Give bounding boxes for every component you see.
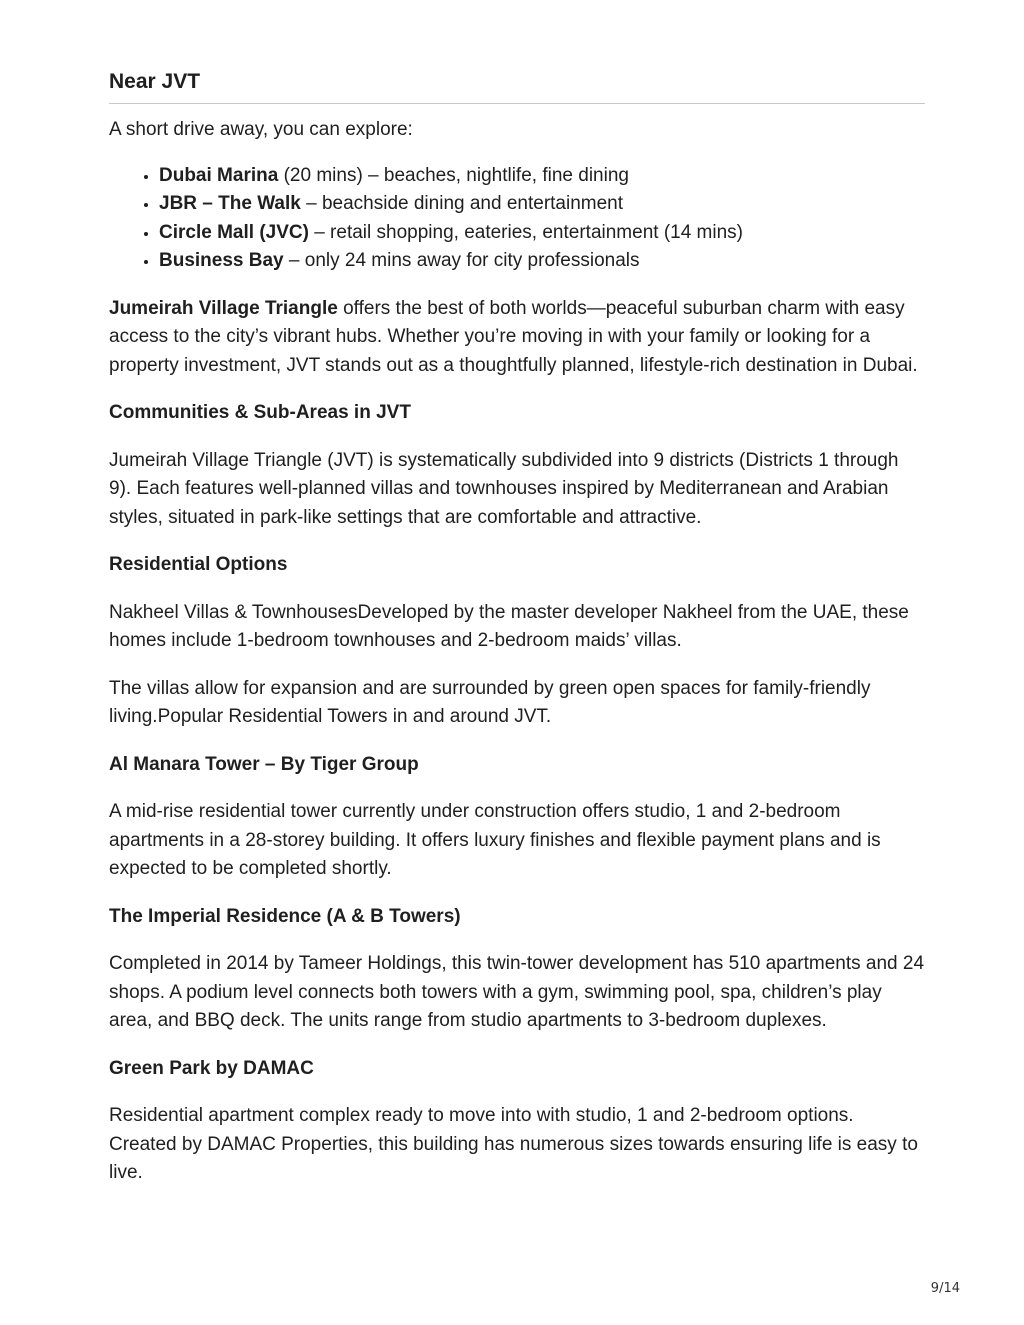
intro-text: A short drive away, you can explore: [109,119,413,140]
place-name: Business Bay [159,250,284,271]
document-page [109,68,925,1188]
imperial-heading: The Imperial Residence (A & B Towers) [109,905,461,927]
place-name: JBR – The Walk [159,193,301,214]
place-name: Circle Mall (JVC) [159,221,309,243]
al-manara-heading: Al Manara Tower – By Tiger Group [109,753,419,775]
imperial-text: Completed in 2014 by Tameer Holdings, this twin-tower development has 510 apartments and 24 shops. A podium level connects both towers with a gym, swimming pool, spa, children’s play area, and BBQ deck. The units range from studio apartments to 3-bedroom duplexes. [109,953,925,1031]
summary-paragraph [109,295,925,381]
list-item [159,219,925,248]
place-detail: – retail shopping, eateries, entertainment (14 mins) [308,221,743,243]
place-detail: – beachside dining and entertainment [300,193,624,214]
communities-text: Jumeirah Village Triangle (JVT) is systematically subdivided into 9 districts (Districts 1 through 9). Each features well-planned villas and townhouses inspired by Mediterranean and Arabian styles, situated in park-like settings that are comfortable and attractive. [109,449,899,528]
green-park-text: Residential apartment complex ready to move into with studio, 1 and 2-bedroom options. Created by DAMAC Properties, this building has numerous sizes towards ensuring life is easy to live. [109,1105,918,1183]
section-title: Near JVT [109,68,925,104]
page-number: 9/14 [930,1281,960,1296]
place-name: Dubai Marina [159,164,279,186]
residential-heading: Residential Options [109,554,288,575]
al-manara-text: A mid-rise residential tower currently under construction offers studio, 1 and 2-bedroom apartments in a 28-storey building. It offers luxury finishes and flexible payment plans and is expected to be completed shortly. [109,801,881,879]
residential-paragraph-1: Nakheel Villas & TownhousesDeveloped by the master developer Nakheel from the UAE, these homes include 1-bedroom townhouses and 2-bedroom maids’ villas. [109,601,909,651]
place-detail: – only 24 mins away for city professionals [283,250,640,271]
green-park-heading: Green Park by DAMAC [109,1057,314,1079]
list-item [159,190,925,219]
summary-text: offers the best of both worlds—peaceful suburban charm with easy access to the city’s vibrant hubs. Whether you’re moving in with your family or looking for a property investment, JVT stands out as a thoughtfully planned, lifestyle-rich destination in Dubai. [109,297,918,376]
communities-heading: Communities & Sub-Areas in JVT [109,402,411,423]
summary-lead: Jumeirah Village Triangle [109,297,338,319]
list-item [159,162,925,191]
places-list [109,162,925,276]
list-item [159,247,925,276]
residential-paragraph-2: The villas allow for expansion and are surrounded by green open spaces for family-friendly living.Popular Residential Towers in and around JVT. [109,677,871,727]
place-detail: (20 mins) – beaches, nightlife, fine dining [278,164,629,186]
